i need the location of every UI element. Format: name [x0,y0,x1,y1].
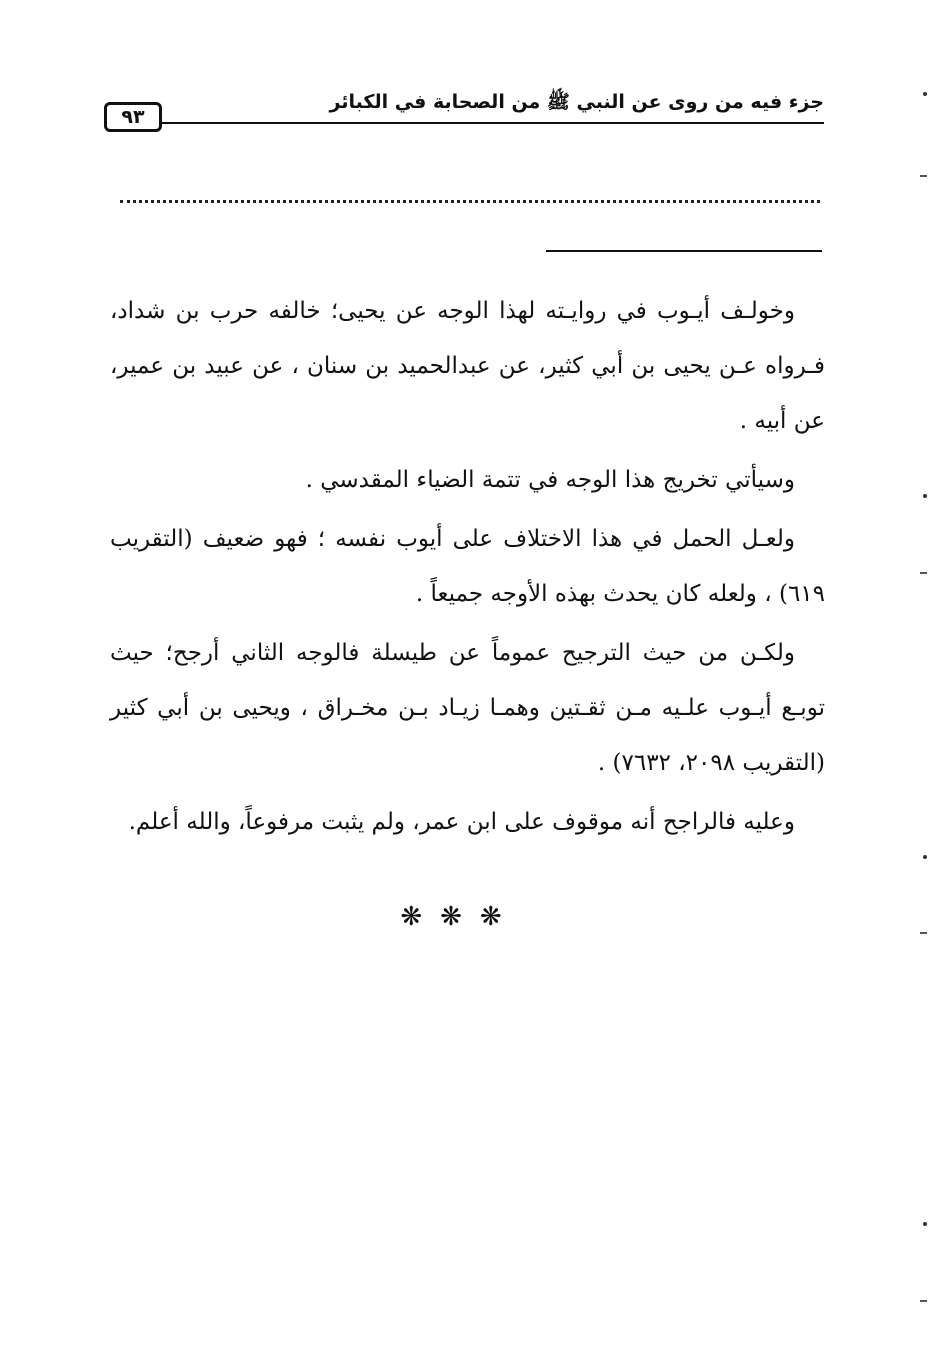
page-number: ٩٣ [104,102,162,132]
scan-mark [920,932,927,934]
paragraph: وخولـف أيـوب في روايـته لهذا الوجه عن يحيى؛ خالفه حرب بن شداد، فـرواه عـن يحيى بن أبي كثير، عن عبدالحميد بن سنان ، عن عبيد بن عمير، عن أبيه . [110,298,825,434]
scan-mark [920,572,927,574]
paragraph: ولكـن من حيث الترجيح عموماً عن طيسلة فالوجه الثاني أرجح؛ حيث توبـع أيـوب علـيه مـن ثقـتين وهمـا زيـاد بـن مخـراق ، ويحيى بن أبي كثير (التقريب ٢٠٩٨، ٧٦٣٢) . [110,640,825,776]
page-header [104,88,824,134]
paragraph: ولعـل الحمل في هذا الاختلاف على أيوب نفسه ؛ فهو ضعيف (التقريب ٦١٩) ، ولعله كان يحدث بهذه الأوجه جميعاً . [110,526,825,607]
body-text [110,284,825,854]
scan-mark [923,855,927,859]
dotted-divider [120,200,820,203]
paragraph: وسيأتي تخريج هذا الوجه في تتمة الضياء المقدسي . [305,467,795,493]
scan-mark [923,92,927,96]
header-title: جزء فيه من روى عن النبي ﷺ من الصحابة في الكبائر [329,91,824,113]
scan-mark [920,175,927,177]
scan-mark [923,494,927,498]
footnote-rule [546,250,822,252]
header-rule [162,122,824,124]
paragraph: وعليه فالراجح أنه موقوف على ابن عمر، ولم يثبت مرفوعاً، والله أعلم. [128,809,795,835]
scan-mark [923,1222,927,1226]
section-separator: ❋❋❋ [400,902,520,932]
scan-mark [920,1300,927,1302]
